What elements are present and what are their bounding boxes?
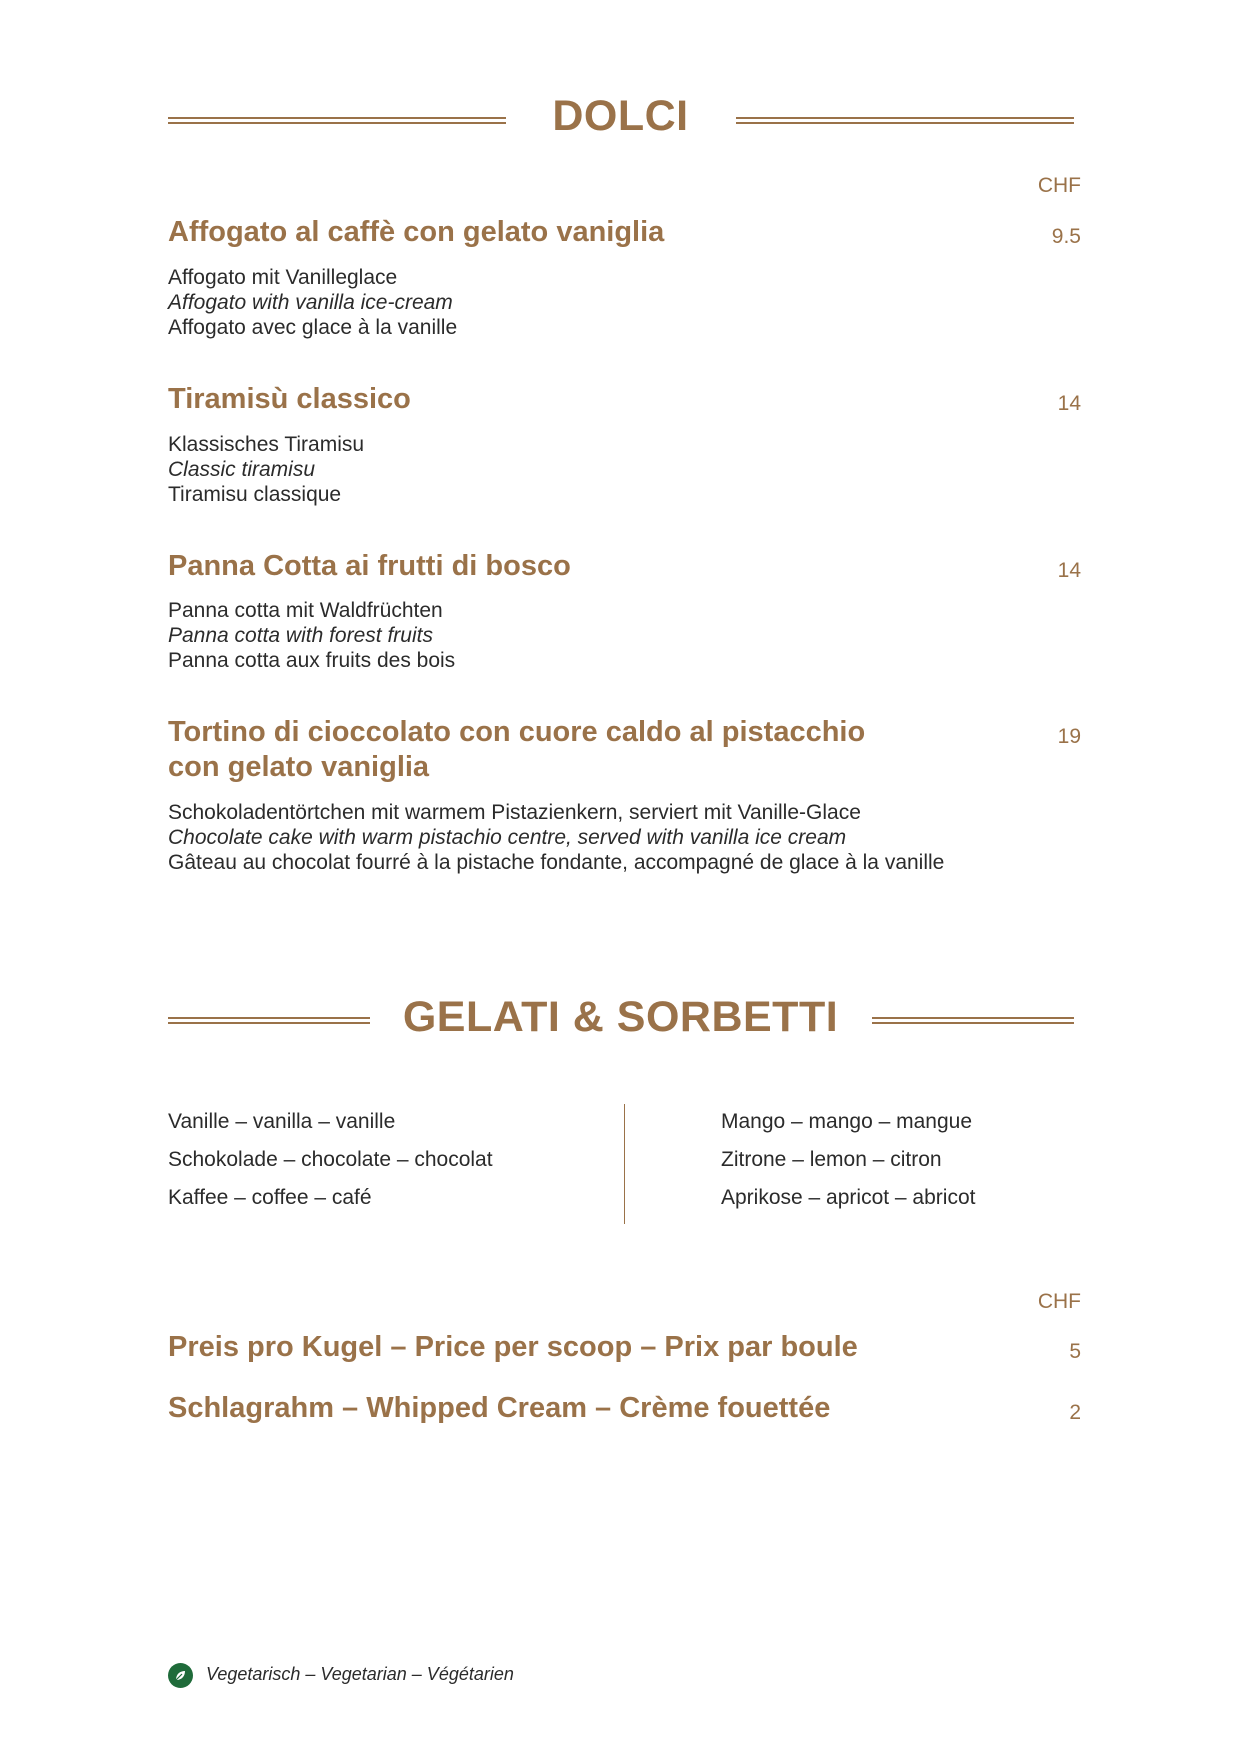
- title-line-1: Tortino di cioccolato con cuore caldo al pistacchio: [168, 716, 866, 748]
- currency-label: CHF: [1037, 174, 1081, 197]
- desc-en: Classic tiramisu: [168, 458, 316, 481]
- legend-text: Vegetarisch – Vegetarian – Végétarien: [206, 1664, 514, 1684]
- menu-item-price: 9.5: [1051, 225, 1081, 248]
- desc-de: Klassisches Tiramisu: [168, 433, 365, 456]
- menu-item-price: 14: [1057, 559, 1081, 582]
- flavor-list-left: [168, 1103, 493, 1217]
- currency-label: CHF: [1037, 1290, 1081, 1313]
- title-rule-right: [872, 1017, 1074, 1024]
- price-row-title: Preis pro Kugel – Price per scoop – Prix par boule: [168, 1331, 858, 1363]
- menu-item-description: [168, 265, 457, 340]
- desc-fr: Tiramisu classique: [168, 483, 342, 506]
- menu-item-price: 19: [1057, 725, 1081, 748]
- desc-de: Panna cotta mit Waldfrüchten: [168, 599, 443, 622]
- flavor-item: Mango – mango – mangue: [721, 1110, 973, 1133]
- column-divider: [624, 1104, 625, 1224]
- title-rule-right: [736, 117, 1074, 124]
- price-row-value: 5: [1069, 1340, 1081, 1363]
- menu-item-title: Panna Cotta ai frutti di bosco: [168, 550, 571, 582]
- menu-item-price: 14: [1057, 392, 1081, 415]
- desc-en: Chocolate cake with warm pistachio centre, served with vanilla ice cream: [168, 826, 847, 849]
- desc-fr: Affogato avec glace à la vanille: [168, 316, 458, 339]
- menu-item-description: [168, 432, 364, 507]
- menu-item-title: Affogato al caffè con gelato vaniglia: [168, 216, 665, 248]
- desc-fr: Panna cotta aux fruits des bois: [168, 649, 456, 672]
- desc-de: Affogato mit Vanilleglace: [168, 266, 398, 289]
- desc-en: Panna cotta with forest fruits: [168, 624, 433, 647]
- flavor-item: Kaffee – coffee – café: [168, 1186, 372, 1209]
- title-line-2: con gelato vaniglia: [168, 751, 430, 783]
- menu-item-description: [168, 598, 455, 673]
- flavor-list-right: [721, 1103, 975, 1217]
- flavor-item: Zitrone – lemon – citron: [721, 1148, 942, 1171]
- menu-item-title: [168, 715, 865, 785]
- desc-fr: Gâteau au chocolat fourré à la pistache fondante, accompagné de glace à la vanille: [168, 851, 945, 874]
- flavor-item: Aprikose – apricot – abricot: [721, 1186, 976, 1209]
- flavor-item: Vanille – vanilla – vanille: [168, 1110, 396, 1133]
- price-row-value: 2: [1069, 1401, 1081, 1424]
- flavor-item: Schokolade – chocolate – chocolat: [168, 1148, 493, 1171]
- gelati-title: GELATI & SORBETTI: [402, 993, 839, 1041]
- leaf-icon: [168, 1663, 193, 1688]
- desc-de: Schokoladentörtchen mit warmem Pistazienkern, serviert mit Vanille-Glace: [168, 801, 861, 824]
- price-row-title: Schlagrahm – Whipped Cream – Crème fouettée: [168, 1392, 831, 1424]
- dolci-title: DOLCI: [552, 92, 689, 140]
- menu-item-title: Tiramisù classico: [168, 383, 411, 415]
- desc-en: Affogato with vanilla ice-cream: [168, 291, 453, 314]
- menu-item-description: [168, 800, 944, 875]
